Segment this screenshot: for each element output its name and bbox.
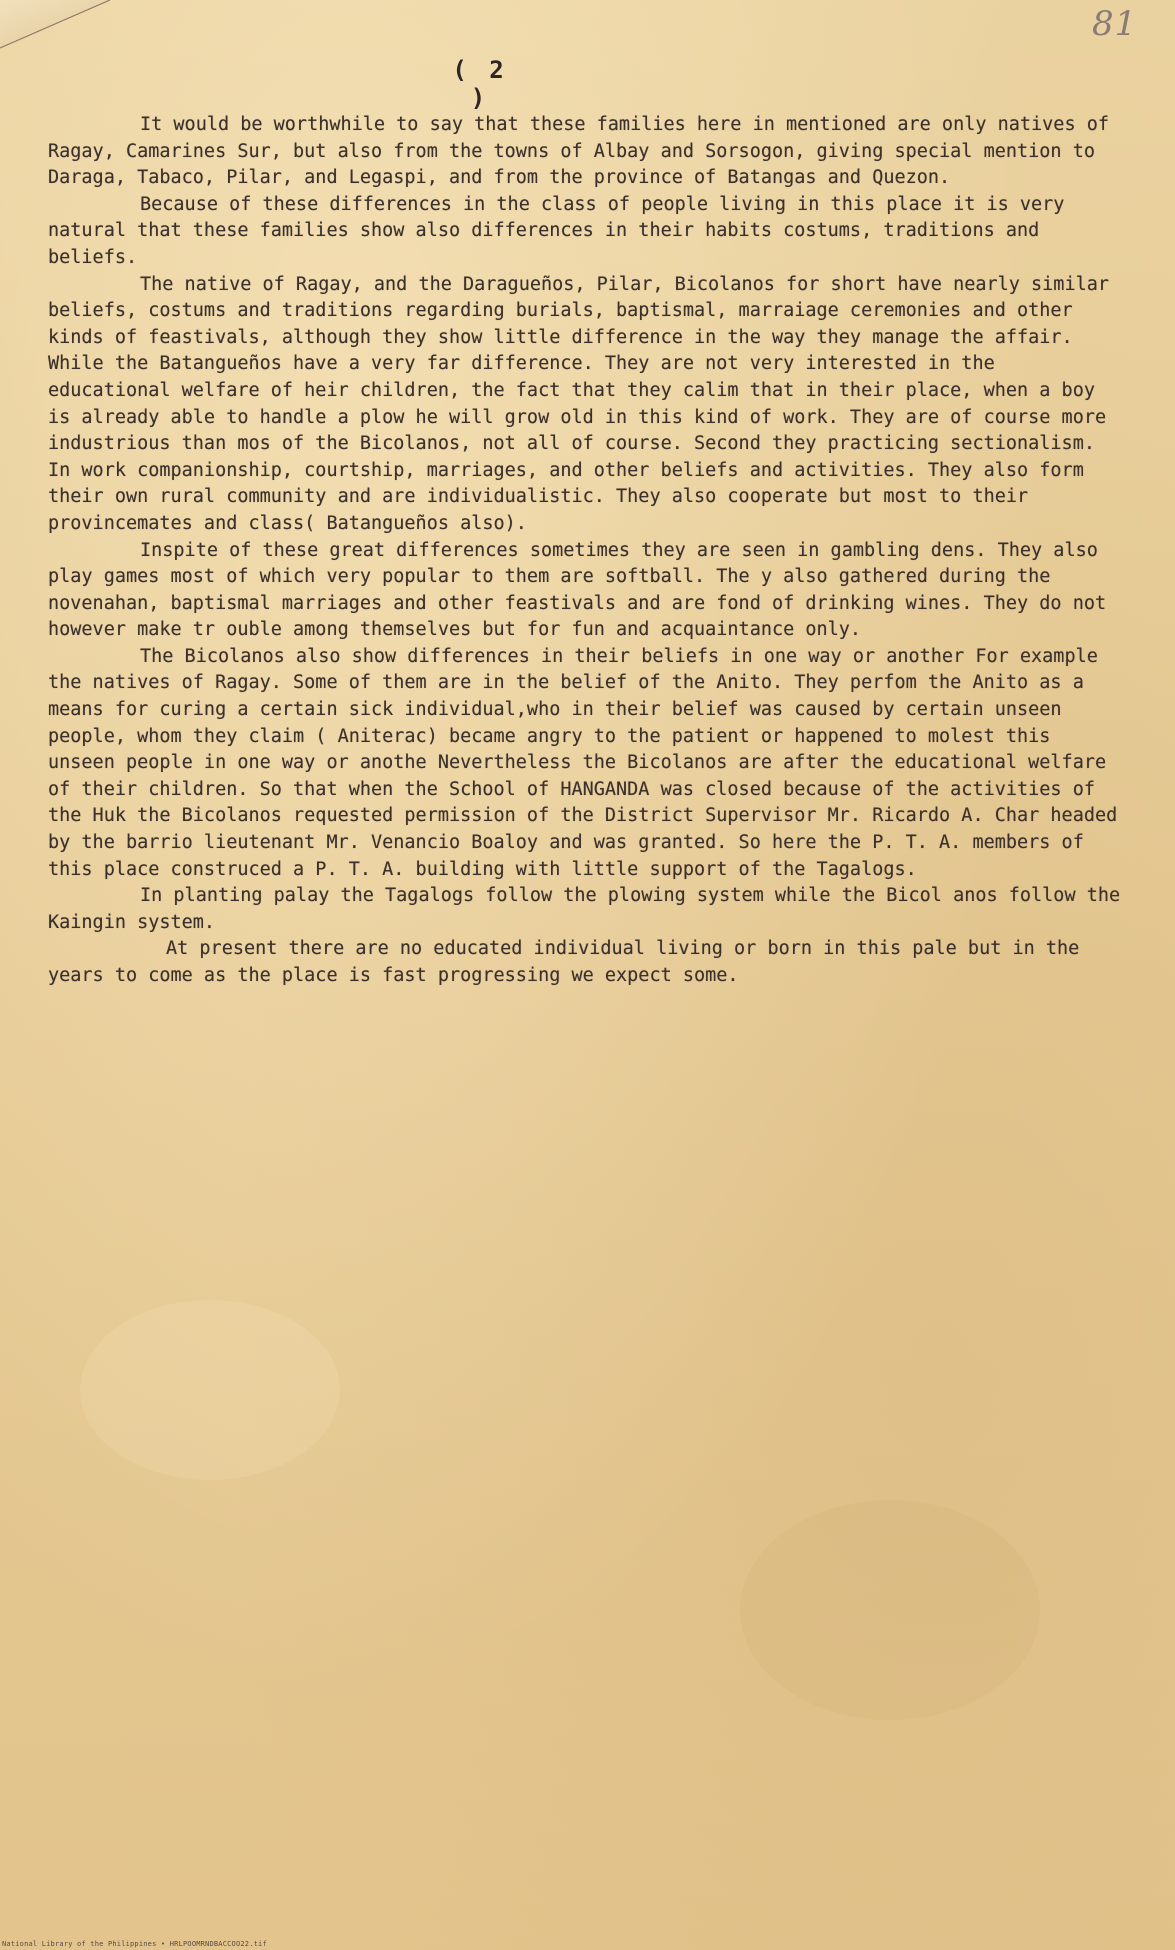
folio-mark: 81 [1092,4,1138,44]
paragraph: The native of Ragay, and the Daragueños, Pilar, Bicolanos for short have nearly similar beliefs, costums and traditions regarding burials, baptismal, marraiage ceremonies and other kinds of feastivals, although they show little difference in the way they manage the affair. While the Batangueños have a very far difference. They are not very interested in the educational welfare of heir children, the fact that they calim that in their place, when a boy is already able to handle a plow he will grow old in this kind of work. They are of course more industrious than mos of the Bicolanos, not all of course. Second they practicing sectionalism. In work companionship, courtship, marriages, and other beliefs and activities. They also form their own rural community and are individualistic. They also cooperate but most to their provincemates and class( Batangueños also). [48,273,1121,534]
paragraph: In planting palay the Tagalogs follow the plowing system while the Bicol anos follow the Kaingin system. [48,885,1132,933]
paragraph: Inspite of these great differences sometimes they are seen in gambling dens. They also play games most of which very popular to them are softball. The y also gathered during the novenahan, baptismal marriages and other feastivals and are fond of drinking wines. They do not however make tr ouble among themselves but for fun and acquaintance only. [48,539,1118,641]
body-text [48,112,1132,990]
folded-corner-edge [0,0,112,50]
paper-stain [80,1300,340,1480]
paragraph: It would be worthwhile to say that these families here in mentioned are only natives of Ragay, Camarines Sur, but also from the towns of Albay and Sorsogon, giving special mention to Daraga, Tabaco, Pilar, and Legaspi, and from the province of Batangas and Quezon. [48,114,1121,189]
paragraph: At present there are no educated individual living or born in this pale but in the years to come as the place is fast progressing we expect some. [48,938,1091,986]
paper-stain [740,1500,1040,1720]
footer-credit: National Library of the Philippines • HRLPOOMRNDBACCOO22.tif [2,1940,267,1948]
paragraph: Because of these differences in the class of people living in this place it is very natural that these families show also differences in their habits costums, traditions and beliefs. [48,193,1076,268]
page-number: ( 2 ) [452,56,508,112]
paragraph: The Bicolanos also show differences in their beliefs in one way or another For example the natives of Ragay. Some of them are in the belief of the Anito. They perfom the Anito as a means for curing a certain sick individual,who in their belief was caused by certain unseen people, whom they claim ( Aniterac) became angry to the patient or happened to molest this unseen people in one way or anothe Nevertheless the Bicolanos are after the educational welfare of their children. So that when the School of HANGANDA was closed because of the activities of the Huk the Bicolanos requested permission of the District Supervisor Mr. Ricardo A. Char headed by the barrio lieutenant Mr. Venancio Boaloy and was granted. So here the P. T. A. members of this place construced a P. T. A. building with little support of the Tagalogs. [48,645,1129,880]
